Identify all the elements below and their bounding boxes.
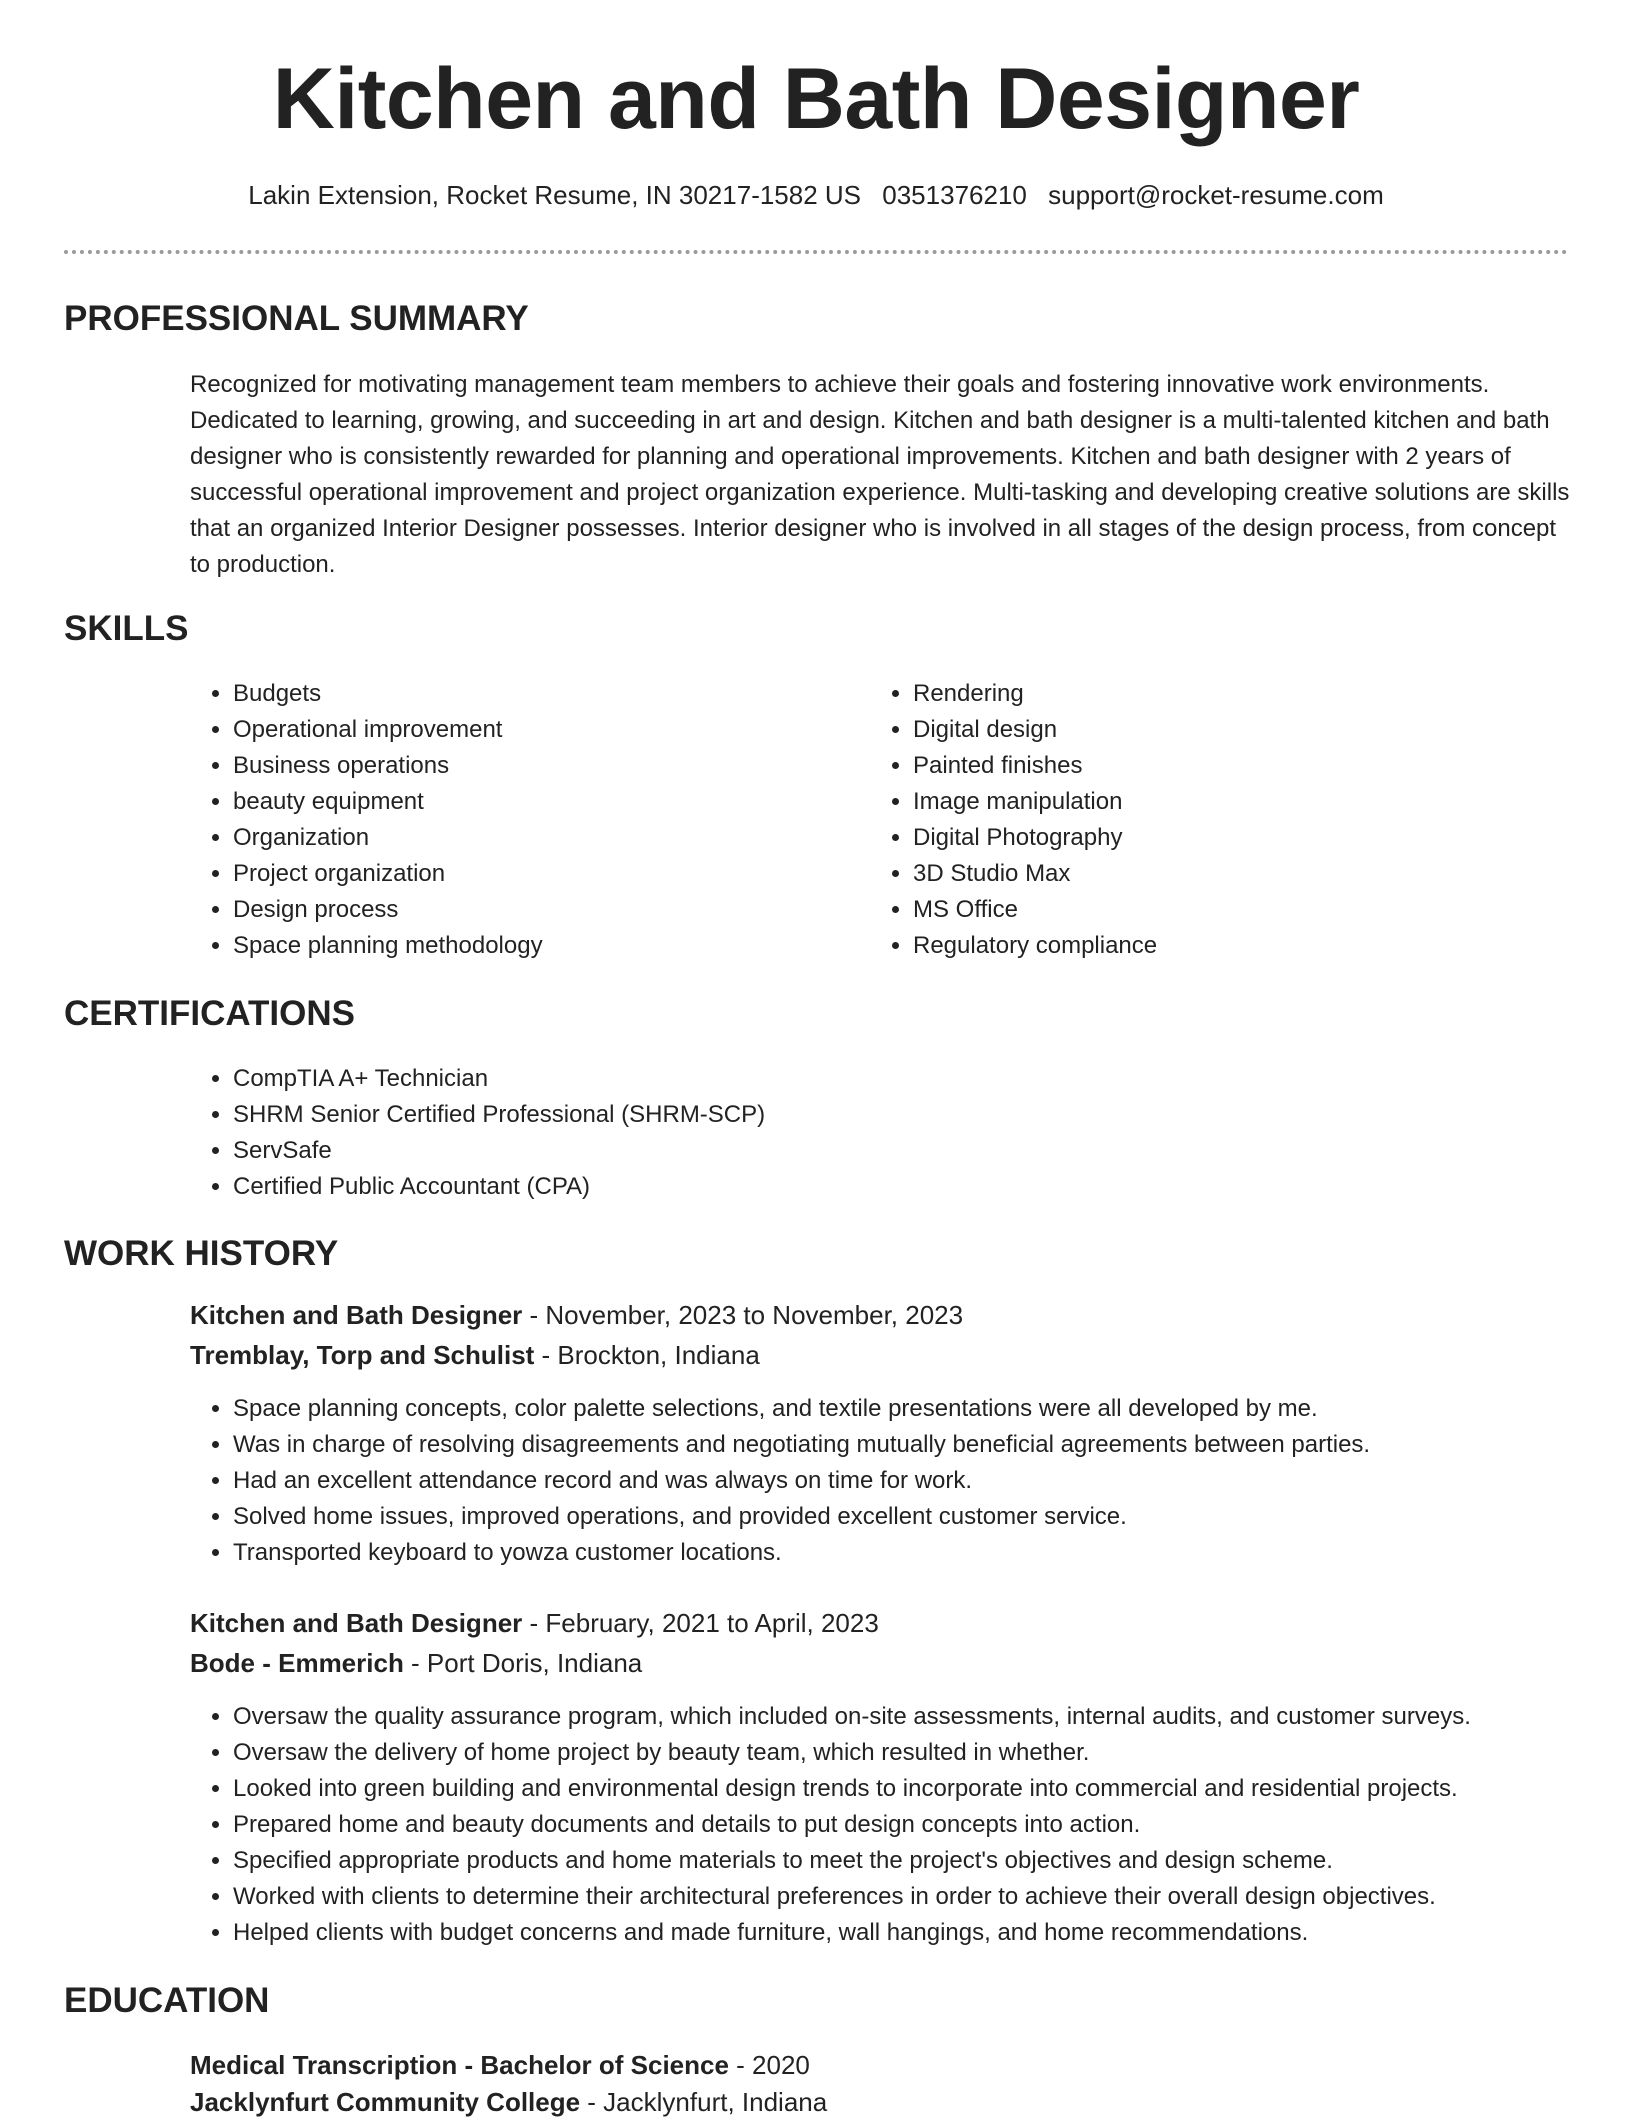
skill-item: • Operational improvement — [233, 712, 873, 748]
work-heading: WORK HISTORY — [64, 1234, 339, 1273]
skill-item: • Digital Photography — [913, 820, 1553, 856]
resume-name: Kitchen and Bath Designer — [272, 51, 1360, 147]
skill-item: • Project organization — [233, 856, 873, 892]
certifications-list — [190, 1061, 1533, 1205]
job-bullet: • Specified appropriate products and home materials to meet the project's objectives and design scheme. — [233, 1843, 1632, 1879]
job-bullet: • Looked into green building and environmental design trends to incorporate into commercial and residential projects. — [233, 1771, 1632, 1807]
education-degree: Medical Transcription - Bachelor of Science — [190, 2050, 729, 2080]
skill-item: • MS Office — [913, 892, 1553, 928]
education-school-line — [190, 2087, 827, 2118]
job-company: Bode - Emmerich — [190, 1648, 404, 1678]
job-bullet: • Oversaw the quality assurance program, which included on-site assessments, internal audits, and customer surveys. — [233, 1699, 1632, 1735]
education-degree-line — [190, 2050, 810, 2081]
skill-item: • Regulatory compliance — [913, 928, 1553, 964]
job-bullet: • Helped clients with budget concerns and made furniture, wall hangings, and home recommendations. — [233, 1915, 1632, 1951]
job-bullet: • Was in charge of resolving disagreements and negotiating mutually beneficial agreements between parties. — [233, 1427, 1632, 1463]
skills-heading: SKILLS — [64, 609, 189, 648]
job-dates: - November, 2023 to November, 2023 — [522, 1300, 964, 1330]
skill-item: • 3D Studio Max — [913, 856, 1553, 892]
job-bullet: • Transported keyboard to yowza customer locations. — [233, 1535, 1632, 1571]
job-company: Tremblay, Torp and Schulist — [190, 1340, 535, 1370]
skill-item: • Image manipulation — [913, 784, 1553, 820]
skill-item: • Organization — [233, 820, 873, 856]
job-bullet: • Prepared home and beauty documents and details to put design concepts into action. — [233, 1807, 1632, 1843]
skill-item: • Space planning methodology — [233, 928, 873, 964]
job-location: - Port Doris, Indiana — [403, 1648, 643, 1678]
job-bullet: • Had an excellent attendance record and was always on time for work. — [233, 1463, 1632, 1499]
header-divider — [64, 250, 1568, 254]
job-location: - Brockton, Indiana — [534, 1340, 760, 1370]
job-bullet: • Space planning concepts, color palette selections, and textile presentations were all developed by me. — [233, 1391, 1632, 1427]
certifications-heading: CERTIFICATIONS — [64, 994, 356, 1033]
skill-item: • Painted finishes — [913, 748, 1553, 784]
job-bullet: • Solved home issues, improved operations, and provided excellent customer service. — [233, 1499, 1632, 1535]
skill-item: • Digital design — [913, 712, 1553, 748]
certification-item: • ServSafe — [233, 1133, 1533, 1169]
job-company-line — [190, 1648, 642, 1679]
summary-text: Recognized for motivating management team members to achieve their goals and fostering innovative work environments. Dedicated to learning, growing, and succeeding in art and design. Kitchen and bath designer is a multi-talented kitchen and bath designer who is consistently rewarded for planning and operational improvements. Kitchen and bath designer with 2 years of successful operational improvement and project organization experience. Multi-tasking and developing creative solutions are skills that an organized Interior Designer possesses. Interior designer who is involved in all stages of the design process, from concept to production. — [190, 371, 1570, 578]
education-location: - Jacklynfurt, Indiana — [580, 2087, 828, 2117]
job-title-line — [190, 1300, 963, 1331]
contact-address: Lakin Extension, Rocket Resume, IN 30217-1582 US — [248, 180, 862, 210]
job-bullet: • Worked with clients to determine their architectural preferences in order to achieve their overall design objectives. — [233, 1879, 1632, 1915]
job-company-line — [190, 1340, 760, 1371]
skill-item: • Business operations — [233, 748, 873, 784]
skill-item: • Budgets — [233, 676, 873, 712]
job-bullets — [190, 1391, 1632, 1571]
job-bullet: • Oversaw the delivery of home project by beauty team, which resulted in whether. — [233, 1735, 1632, 1771]
skill-item: • beauty equipment — [233, 784, 873, 820]
education-year: - 2020 — [728, 2050, 810, 2080]
job-bullets — [190, 1699, 1632, 1951]
contact-line — [0, 180, 1632, 211]
education-heading: EDUCATION — [64, 1981, 270, 2020]
skill-item: • Design process — [233, 892, 873, 928]
contact-email: support@rocket-resume.com — [1048, 180, 1384, 210]
contact-phone: 0351376210 — [882, 180, 1027, 210]
summary-heading: PROFESSIONAL SUMMARY — [64, 299, 529, 338]
education-school: Jacklynfurt Community College — [190, 2087, 581, 2117]
job-role: Kitchen and Bath Designer — [190, 1300, 523, 1330]
certification-item: • CompTIA A+ Technician — [233, 1061, 1533, 1097]
job-dates: - February, 2021 to April, 2023 — [522, 1608, 879, 1638]
job-role: Kitchen and Bath Designer — [190, 1608, 523, 1638]
skills-list-right — [870, 676, 1553, 964]
job-title-line — [190, 1608, 879, 1639]
skills-list-left — [190, 676, 873, 964]
certification-item: • Certified Public Accountant (CPA) — [233, 1169, 1533, 1205]
certification-item: • SHRM Senior Certified Professional (SHRM-SCP) — [233, 1097, 1533, 1133]
skill-item: • Rendering — [913, 676, 1553, 712]
